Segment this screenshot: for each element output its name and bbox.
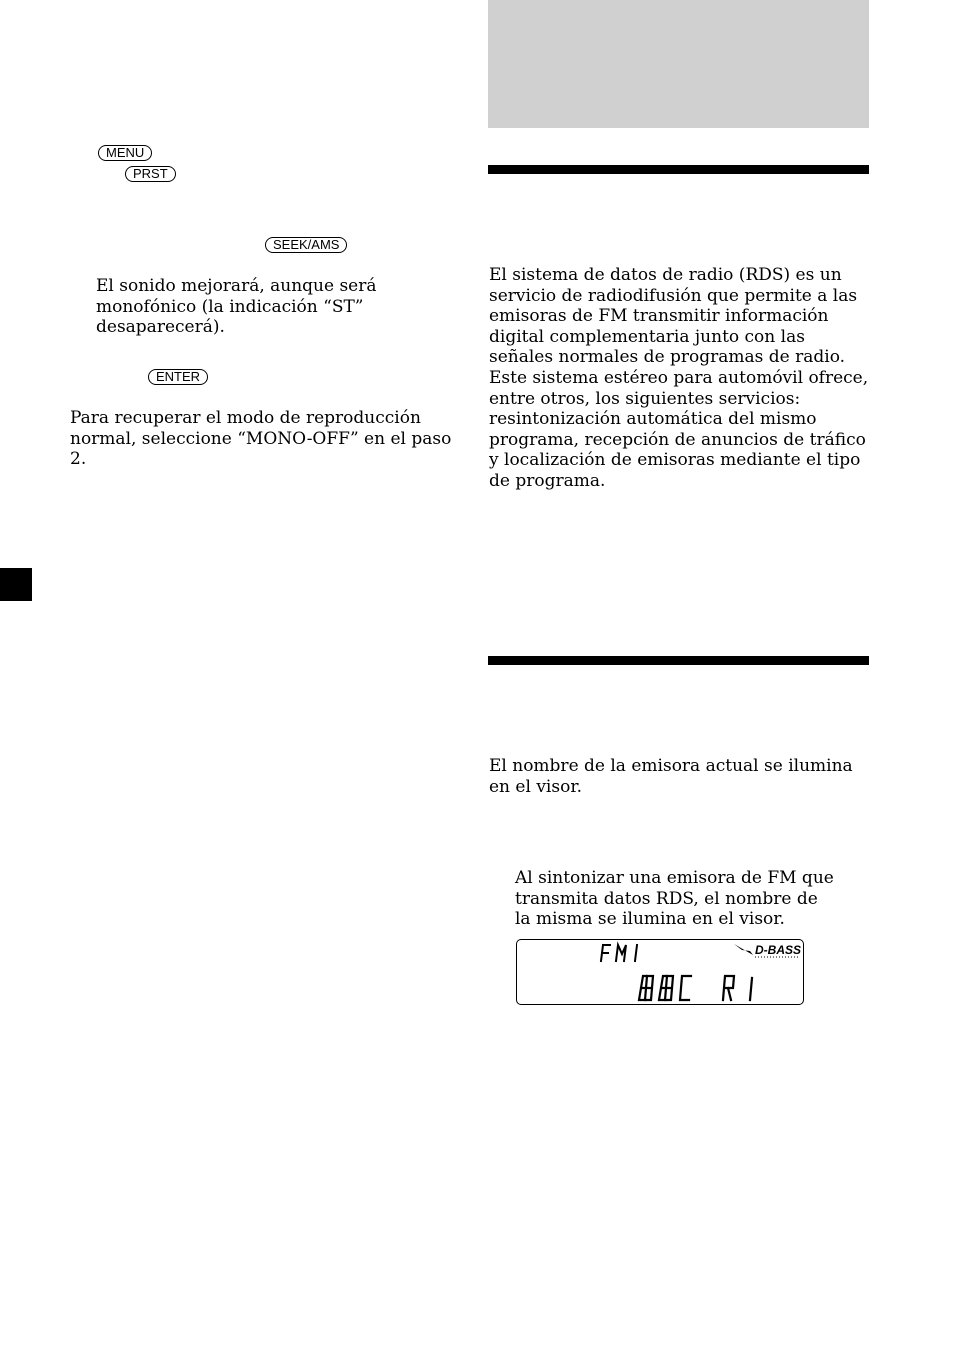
section-rule-rds (488, 165, 869, 174)
lcd-band-indicator (601, 945, 637, 961)
station-name-paragraph: El nombre de la emisora actual se ilumina en el visor. (489, 756, 853, 797)
section-rule-station-name (488, 656, 869, 665)
mono-off-note: Para recuperar el modo de reproducción normal, seleccione “MONO-OFF” en el paso 2. (70, 408, 452, 470)
mono-sound-note: El sonido mejorará, aunque será monofónico (la indicación “ST” desaparecerá). (96, 276, 377, 338)
rds-intro-paragraph: El sistema de datos de radio (RDS) es un servicio de radiodifusión que permite a las emisoras de FM transmitir información digital complementaria junto con las señales normales de programas de radio. Este sistema estéreo para automóvil ofrece, entre otros, los siguientes servicios: resintonización automática del mismo programa, recepción de anuncios de tráfico y localización de emisoras mediante el tipo de programa. (489, 265, 869, 491)
lcd-station-name (639, 976, 752, 1000)
dbass-label: D-BASS (755, 943, 802, 957)
speaker-icon (734, 944, 753, 955)
lcd-display (516, 939, 804, 1005)
prst-button: PRST (125, 166, 176, 182)
page-edge-tab (0, 568, 32, 601)
enter-button: ENTER (148, 369, 208, 385)
seek-ams-button: SEEK/AMS (265, 237, 347, 253)
lcd-dbass-indicator (734, 943, 801, 957)
header-gray-band (488, 0, 869, 128)
rds-tuning-note: Al sintonizar una emisora de FM que transmita datos RDS, el nombre de la misma se ilumina en el visor. (515, 868, 834, 930)
lcd-display-art (517, 940, 803, 1004)
menu-button: MENU (98, 145, 152, 161)
